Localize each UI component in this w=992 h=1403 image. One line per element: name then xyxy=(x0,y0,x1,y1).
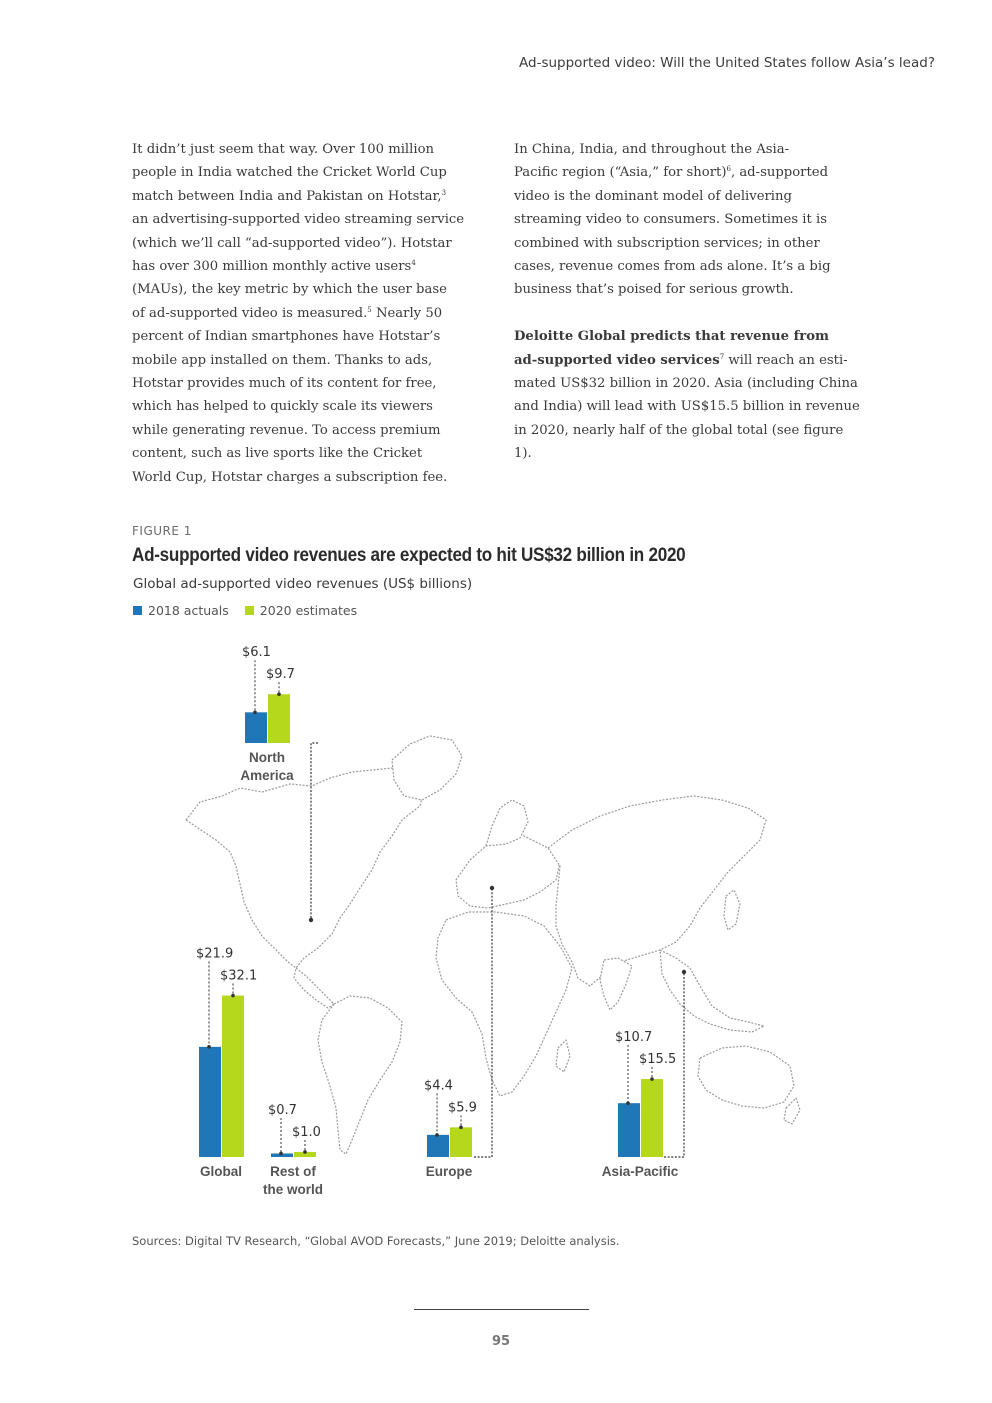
category-label: Global xyxy=(199,1164,243,1179)
connector-dot xyxy=(231,994,235,998)
region-marker-dot xyxy=(490,886,494,890)
legend-label: 2020 estimates xyxy=(259,603,358,618)
map-japan xyxy=(724,890,740,930)
body-line: of ad-supported video is measured.$^5$ Nearly 50 xyxy=(132,305,443,321)
body-line: (MAUs), the key metric by which the user base xyxy=(132,282,447,298)
bar-2020 xyxy=(641,1079,663,1157)
body-line: World Cup, Hotstar charges a subscription fee. xyxy=(132,469,448,485)
map-central-america xyxy=(294,968,334,1008)
connector-dot xyxy=(650,1077,654,1081)
page-number: 95 xyxy=(491,1334,511,1349)
body-line: (which we’ll call “ad-supported video”). Hotstar xyxy=(132,235,452,251)
connector-dot xyxy=(626,1101,630,1105)
body-line: while generating revenue. To access premium xyxy=(132,422,441,438)
value-label-2018: $6.1 xyxy=(242,645,271,661)
body-line: cases, revenue comes from ads alone. It’s a big xyxy=(514,259,831,275)
footnote-ref[interactable]: 6 xyxy=(726,165,731,174)
body-line: mobile app installed on them. Thanks to ads, xyxy=(132,352,433,368)
connector-dot xyxy=(253,711,257,715)
figure-sources: Sources: Digital TV Research, “Global AVOD Forecasts,” June 2019; Deloitte analysis. xyxy=(132,1234,620,1248)
map-southeast-asia xyxy=(660,950,764,1032)
bar-2018 xyxy=(199,1047,221,1157)
value-label-2020: $5.9 xyxy=(448,1100,477,1116)
region-marker-dot xyxy=(309,918,313,922)
bar-2020 xyxy=(222,996,244,1157)
value-label-2020: $15.5 xyxy=(639,1052,677,1068)
connector-dot xyxy=(303,1150,307,1154)
body-line: business that’s poised for serious growth. xyxy=(514,282,794,298)
map-india xyxy=(600,958,632,1010)
connector-dot xyxy=(435,1133,439,1137)
figure-title: Ad-supported video revenues are expected to hit US$32 billion in 2020 xyxy=(132,545,686,566)
body-line: which has helped to quickly scale its viewers xyxy=(132,399,433,415)
category-label: Asia-Pacific xyxy=(601,1164,679,1179)
value-label-2018: $4.4 xyxy=(424,1078,453,1094)
map-south-america xyxy=(318,996,402,1154)
bar-2018 xyxy=(245,712,267,743)
connector-dot xyxy=(279,1152,283,1156)
map-greenland xyxy=(392,736,462,800)
map-australia xyxy=(698,1046,794,1108)
footnote-ref[interactable]: 5 xyxy=(367,305,372,314)
body-line: content, such as live sports like the Cricket xyxy=(132,446,423,462)
category-label: Rest of xyxy=(270,1164,316,1179)
footer-rule xyxy=(414,1309,589,1310)
body-line: Hotstar provides much of its content for free, xyxy=(132,376,437,392)
value-label-2020: $9.7 xyxy=(266,667,295,683)
bar-2020 xyxy=(268,694,290,743)
bar-2018 xyxy=(618,1103,640,1157)
footnote-ref[interactable]: 4 xyxy=(411,259,416,268)
body-line: Deloitte Global predicts that revenue from xyxy=(514,329,829,345)
body-line: in 2020, nearly half of the global total (see figure 1). xyxy=(514,422,844,462)
figure-label: FIGURE 1 xyxy=(132,524,192,538)
body-line: ad-supported video services$^7$ will reach an esti- xyxy=(514,352,848,368)
category-label: the world xyxy=(263,1182,323,1197)
connector-dot xyxy=(277,692,281,696)
world-map xyxy=(186,736,800,1154)
category-label: North xyxy=(249,750,285,765)
legend-label: 2018 actuals xyxy=(148,603,229,618)
value-label-2020: $32.1 xyxy=(220,968,258,984)
body-line: Pacific region (“Asia,” for short)$^6$, ad-supported xyxy=(514,165,829,181)
map-madagascar xyxy=(556,1040,570,1072)
body-line: It didn’t just seem that way. Over 100 million xyxy=(132,142,435,157)
map-new-zealand xyxy=(784,1098,800,1124)
category-label: Europe xyxy=(425,1164,473,1179)
region-marker-dot xyxy=(682,970,686,974)
footnote-ref[interactable]: 7 xyxy=(719,352,725,361)
body-line: and India) will lead with US$15.5 billion in revenue xyxy=(514,399,860,415)
footnote-ref[interactable]: 3 xyxy=(441,188,447,197)
running-header: Ad-supported video: Will the United States follow Asia’s lead? xyxy=(519,55,935,71)
map-north-america xyxy=(186,768,424,968)
bar-2020 xyxy=(450,1127,472,1157)
body-line: people in India watched the Cricket World Cup xyxy=(132,165,447,181)
body-line: has over 300 million monthly active users$^4$ xyxy=(132,259,416,275)
connector-dot xyxy=(459,1126,463,1130)
body-line: match between India and Pakistan on Hotstar,$^3$ xyxy=(132,188,447,204)
body-line: an advertising-supported video streaming service xyxy=(132,212,465,228)
map-africa xyxy=(436,912,572,1096)
body-line: video is the dominant model of delivering xyxy=(514,188,792,204)
connector-dot xyxy=(207,1045,211,1049)
bar-2018 xyxy=(427,1135,449,1157)
body-line: percent of Indian smartphones have Hotstar’s xyxy=(132,329,441,345)
value-label-2020: $1.0 xyxy=(292,1124,321,1140)
figure-subtitle: Global ad-supported video revenues (US$ billions) xyxy=(133,576,473,592)
category-label: America xyxy=(240,768,294,783)
body-line: mated US$32 billion in 2020. Asia (including China xyxy=(514,376,858,392)
body-line: streaming video to consumers. Sometimes it is xyxy=(514,212,827,228)
body-line: combined with subscription services; in other xyxy=(514,235,820,251)
value-label-2018: $10.7 xyxy=(615,1030,653,1046)
body-line: In China, India, and throughout the Asia- xyxy=(514,142,790,157)
value-label-2018: $0.7 xyxy=(268,1102,297,1118)
value-label-2018: $21.9 xyxy=(196,946,234,962)
